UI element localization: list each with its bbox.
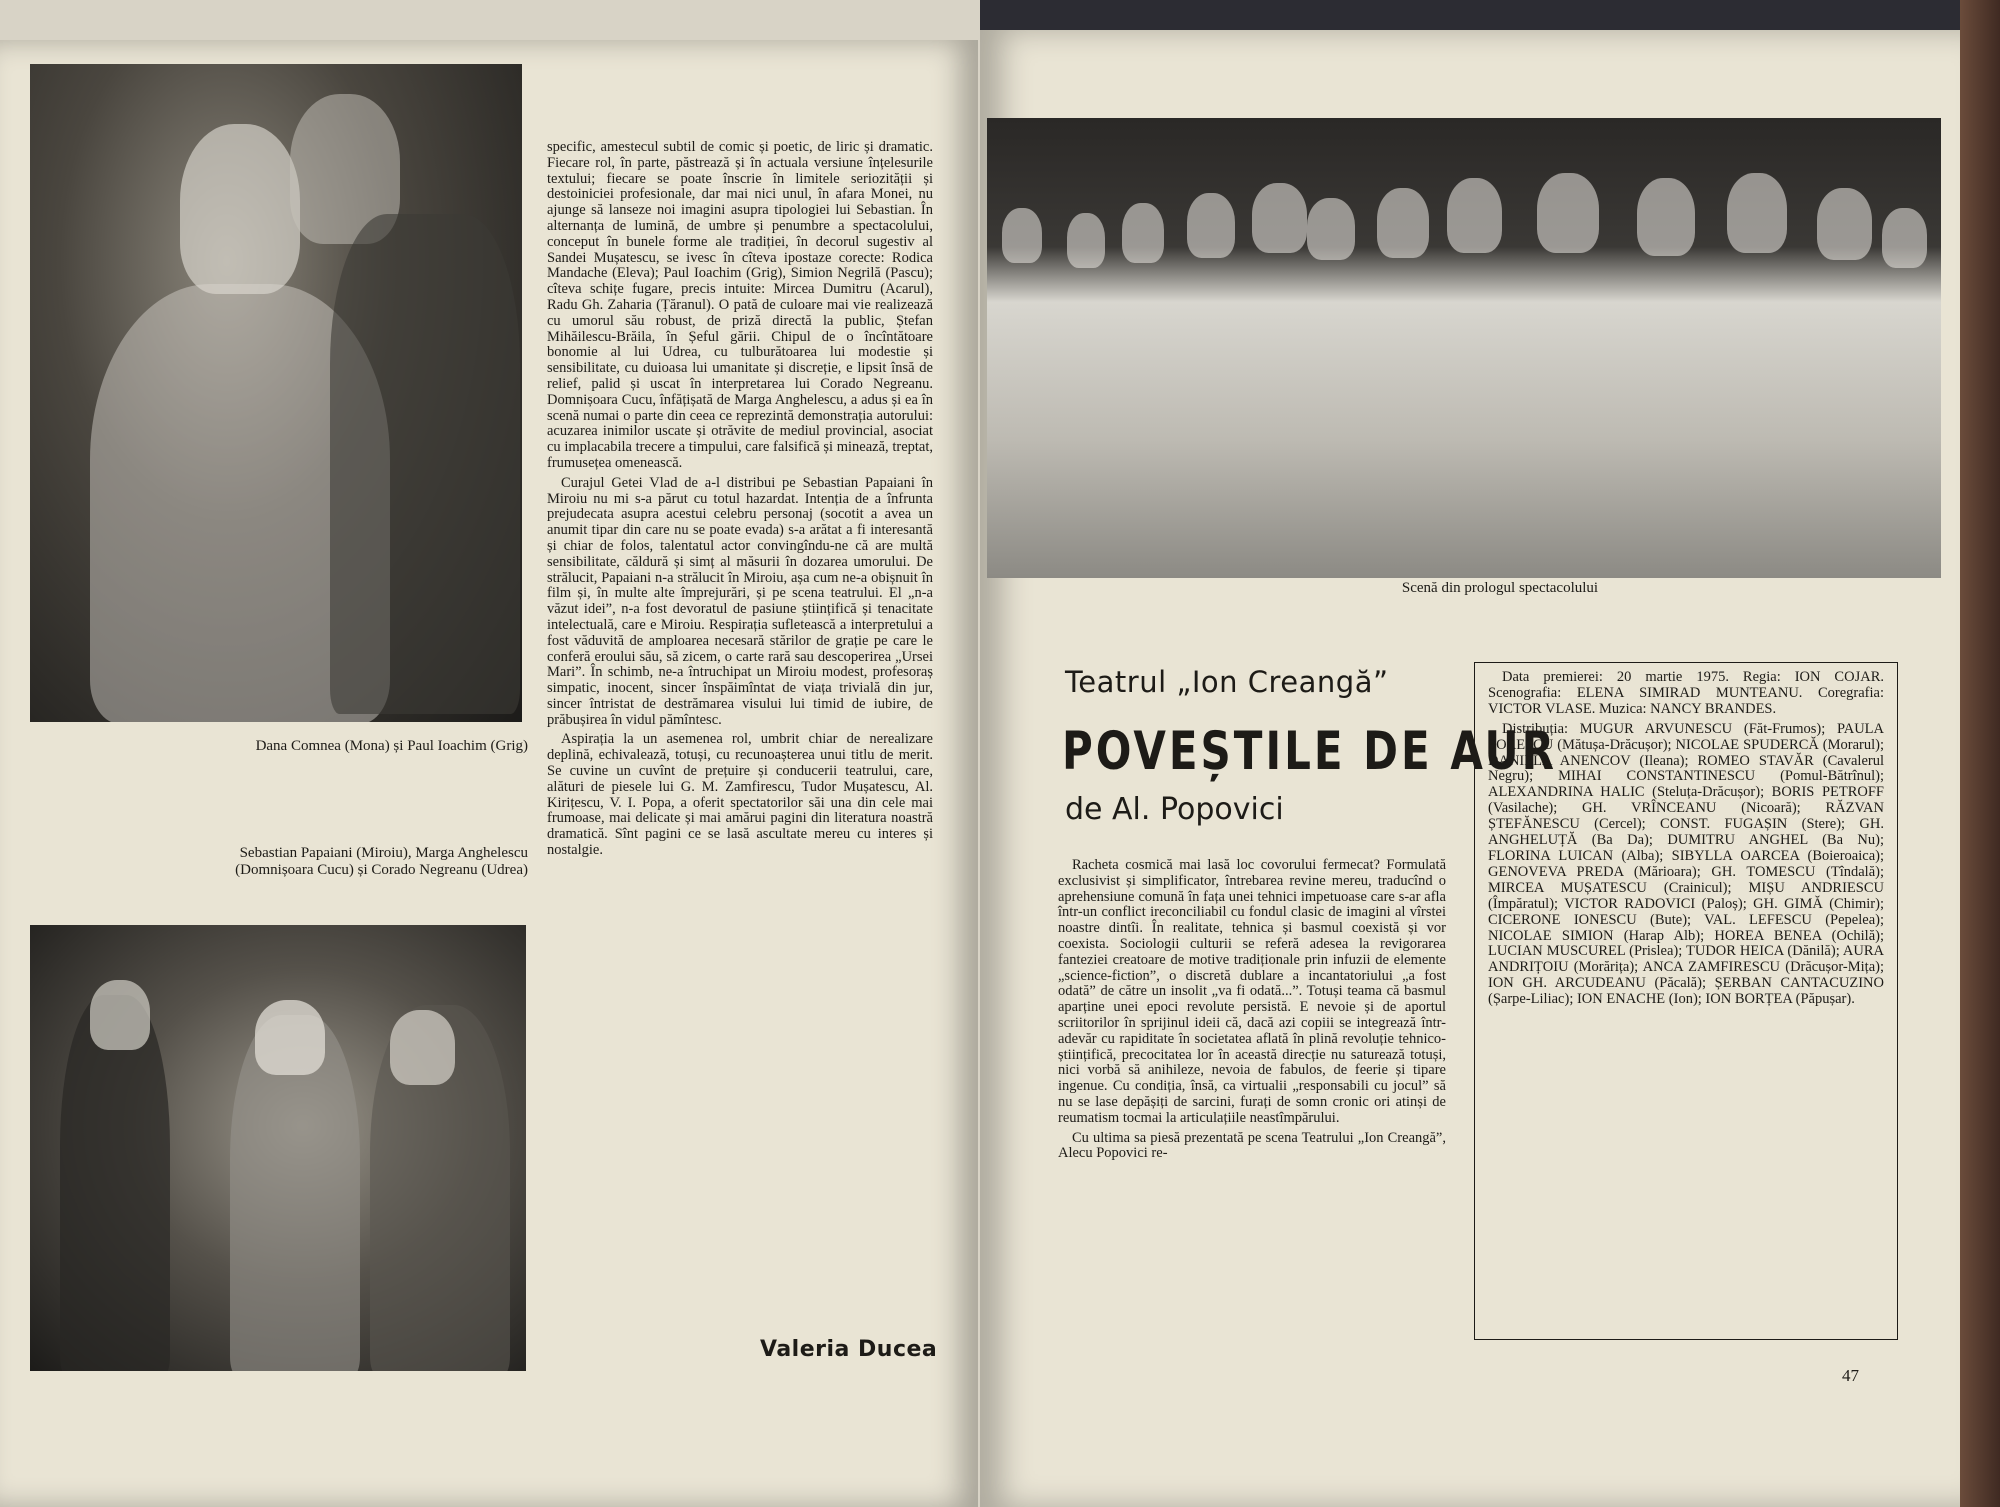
photo-caption-2: Sebastian Papaiani (Miroiu), Marga Anghelescu (Domnișoara Cucu) și Corado Negreanu (Udrea) xyxy=(235,845,528,878)
play-author: de Al. Popovici xyxy=(1065,792,1284,827)
credits-premiere: Data premierei: 20 martie 1975. Regia: ION COJAR. Scenografia: ELENA SIMIRAD MUNTEANU. Coregrafia: VICTOR VLASE. Muzica: NANCY BRANDES. xyxy=(1488,669,1884,717)
photo-prologue-scene xyxy=(987,118,1941,578)
play-title: POVEȘTILE DE AUR xyxy=(1062,720,1557,782)
article-paragraph: specific, amestecul subtil de comic și poetic, de liric și dramatic. Fiecare rol, în parte, păstrează și în actuala versiune înțelesurile textului; fiecare se poate înscrie în limitele seriozității și destoiniciei profesionale, dar mai nici unul, în afara Monei, nu ajunge să lanseze noi imagini asupra tipologiei lui Sebastian. În alternanța de lumină, de umbre și penumbre a spectacolului, conceput în bunele forme ale tradiției, în decorul sugestiv al Sandei Mușatescu, se ivesc în cîteva ipostaze corecte: Rodica Mandache (Eleva); Paul Ioachim (Grig), Simion Negrilă (Pascu); cîteva schițe fugare, precis intuite: Mircea Dumitru (Acarul), Radu Gh. Zaharia (Țăranul). O pată de culoare mai vie realizează cu umorul său robust, de priză directă la public, Ștefan Mihăilescu-Brăila, în Șeful gării. Chipul de o încîntătoare bonomie al lui Udrea, cu tulburătoarea lui modestie și sensibilitate, cu duioasa lui umanitate și discreție, e lipsit însă de relief, palid și uscat în interpretarea lui Corado Negreanu. Domnișoara Cucu, înfățișată de Marga Anghelescu, a adus și ea în scenă numai o parte din ceea ce reprezintă demonstrația autorului: acuzarea inimilor uscate și otrăvite de mediul provincial, asociat cu implacabila trecere a timpului, care falsifică și minează, treptat, frumusețea omenească. xyxy=(547,139,933,471)
theatre-name: Teatrul „Ion Creangă” xyxy=(1065,665,1389,699)
author-signature: Valeria Ducea xyxy=(760,1337,938,1362)
article-paragraph: Aspirația la un asemenea rol, umbrit chiar de nerealizare deplină, echivalează, totuși, cu recunoașterea unui titlu de merit. Se cuvine un cuvînt de prețuire și conducerii teatrului, care, alături de piesele lui G. M. Zamfirescu, Tudor Mușatescu, Al. Kirițescu, V. I. Popa, a oferit spectatorilor săi una din cele mai frumoase, mai delicate și mai amărui pagini din literatura noastră dramatică. Sînt pagini ce se lasă ascultate mereu cu interes și nostalgie. xyxy=(547,731,933,859)
credits-cast: Distribuția: MUGUR ARVUNESCU (Făt-Frumos); PAULA SORESCU (Mătușa-Drăcușor); NICOLAE SPUDERCĂ (Morarul); DANIELA ANENCOV (Ileana); ROMEO STAVĂR (Cavalerul Negru); MIHAI CONSTANTINESCU (Pomul-Bătrînul); ALEXANDRINA HALIC (Steluța-Drăcușor); BORIS PETROFF (Vasilache); GH. VRÎNCEANU (Nicoară); RĂZVAN ȘTEFĂNESCU (Cercel); CONST. FUGAȘIN (Stere); GH. ANGHELUȚĂ (Ba Da); DUMITRU ANGHEL (Ba Nu); FLORINA LUICAN (Alba); SIBYLLA OARCEA (Boieroaica); GENOVEVA PREDA (Mărioara); GH. TOMESCU (Tîndală); MIRCEA MUȘATESCU (Crainicul); MIȘU ANDRIESCU (Împăratul); VICTOR RADOVICI (Paloș); GH. GIMĂ (Chimir); CICERONE IONESCU (Bute); VAL. LEFESCU (Pepelea); NICOLAE SIMION (Harap Alb); HOREA BENEA (Ochilă); LUCIAN MUSCUREL (Prislea); TUDOR HEICA (Dănilă); AURA ANDRIȚOIU (Morărița); ANCA ZAMFIRESCU (Drăcușor-Mița); ION GH. ARCUDEANU (Păcală); ȘERBAN CANTACUZINO (Șarpe-Liliac); ION ENACHE (Ion); ION BORȚEA (Păpușar). xyxy=(1488,720,1884,1008)
photo-caption-prologue: Scenă din prologul spectacolului xyxy=(1401,580,1599,596)
page-number: 47 xyxy=(1842,1366,1859,1385)
article-paragraph: Racheta cosmică mai lasă loc covorului fermecat? Formulată exclusivist și simplificator, întrebarea revine mereu, traducînd o aprehensiune comună în fața unei tehnici impetuoase care s-ar afla într-un conflict ireconciliabil cu fondul clasic de imagini al vîrstei noastre dintîi. În realitate, tehnica și basmul coexistă și vor coexista. Sociologii culturii se referă adesea la revigorarea fanteziei creatoare de motive tradiționale prin infuzii de elemente „science-fiction”, o discretă dublare a incantatoriului „a fost odată” de către un insolit „va fi odată...”. Totuși teama că basmul aparține unei epoci revolute persistă. E nevoie și de aportul scriitorilor în sprijinul ideii că, dacă azi copiii se integrează într-adevăr cu rapiditate în societatea aflată în plină revoluție tehnico-științifică, precocitatea lor în această direcție nu saturează totuși, nici vorbă să anihileze, nevoia de fabulos, de feerie și tipare ingenue. Cu condiția, însă, ca virtualii „responsabili cu jocul” să nu se lase depășiți de sarcini, furați de somn cronic ori atinși de reumatism tocmai la articulațiile neastîmpărului. xyxy=(1058,857,1446,1126)
article-paragraph: Curajul Getei Vlad de a-l distribui pe Sebastian Papaiani în Miroiu nu mi s-a părut cu totul hazardat. Intenția de a înfrunta prejudecata asupra acestui celebru personaj (socotit a avea un anumit tipar din care nu se poate evada) s-a arătat a fi interesantă și chiar de folos, talentatul actor convingîndu-ne că are multă sensibilitate, căldură și simț al măsurii în dozarea umorului. De strălucit, Papaiani n-a strălucit în Miroiu, așa cum ne-a obișnuit în film și, în multe alte împrejurări, și pe scena teatrului. El „n-a văzut idei”, n-a fost devoratul de pasiune științifică și tenacitate intelectuală, care e Miroiu. Respirația sufletească a interpretului a fost văduvită de amploarea necesară stărilor de grație pe care le conferă eroului său, să zicem, o carte rară sau descoperirea „Ursei Mari”. În schimb, ne-a întruchipat un Miroiu modest, profesoraș simpatic, inocent, sincer înspăimîntat de viața trivială din jur, sincer întristat de destrămarea visului lui timid de iubire, de prăbușirea în vidul pămîntesc. xyxy=(547,474,933,728)
article-column-right xyxy=(1058,858,1446,1166)
photo-couple-scene xyxy=(30,64,522,722)
credits-text xyxy=(1488,670,1884,1012)
photo-three-actors xyxy=(30,925,526,1371)
photo-caption-1: Dana Comnea (Mona) și Paul Ioachim (Grig) xyxy=(255,738,528,754)
article-paragraph: Cu ultima sa piesă prezentată pe scena Teatrului „Ion Creangă”, Alecu Popovici re- xyxy=(1058,1129,1446,1162)
book-binding xyxy=(1960,0,2000,1507)
article-column-left xyxy=(547,140,933,863)
